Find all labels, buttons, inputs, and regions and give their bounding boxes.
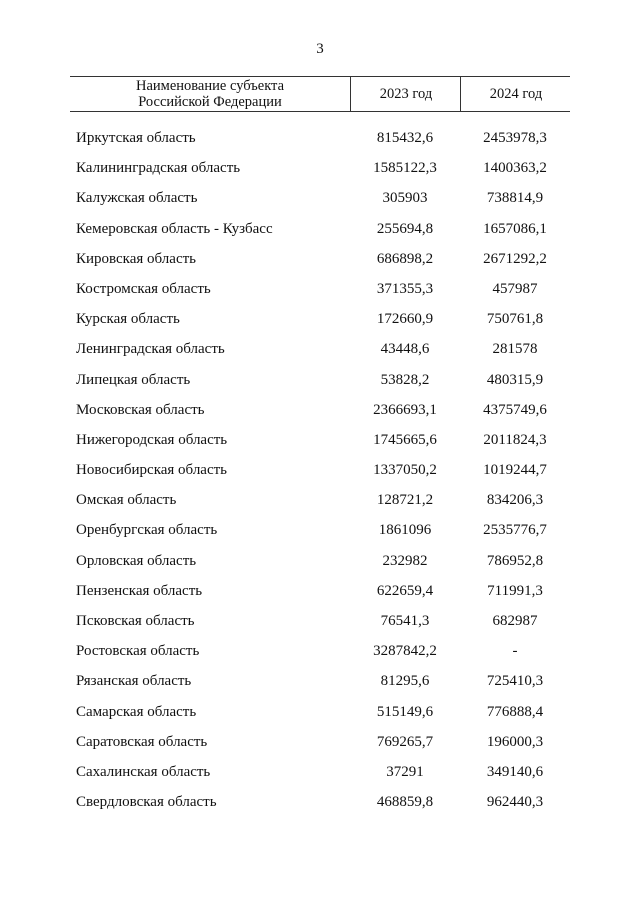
region-name: Курская область [76, 311, 180, 328]
header-year-2024: 2024 год [460, 77, 571, 111]
value-2023: 1585122,3 [373, 160, 437, 177]
table-row [70, 368, 570, 398]
region-name: Кемеровская область - Кузбасс [76, 220, 273, 237]
value-2023: 37291 [386, 763, 424, 780]
value-2024: 962440,3 [486, 794, 544, 811]
region-name: Калужская область [76, 190, 198, 207]
value-2024: 2535776,7 [483, 522, 547, 539]
value-2024: 750761,8 [486, 311, 544, 328]
table-row [70, 458, 570, 488]
region-name: Кировская область [76, 250, 197, 267]
region-name: Псковская область [76, 613, 195, 629]
value-2023: 255694,8 [376, 220, 434, 237]
table-row [70, 307, 570, 337]
value-2024: - [512, 643, 518, 660]
region-name: Омская область [76, 492, 177, 509]
region-name: Иркутская область [76, 130, 196, 146]
value-2024: 281578 [492, 341, 538, 358]
region-name: Ленинградская область [76, 341, 225, 358]
value-2023: 686898,2 [376, 250, 434, 267]
table-row [70, 700, 570, 730]
table-body [70, 126, 570, 820]
value-2024: 725410,3 [486, 673, 544, 690]
value-2024: 2011824,3 [483, 431, 547, 448]
table-row [70, 186, 570, 216]
data-table [70, 76, 570, 811]
table-row [70, 790, 570, 820]
value-2023: 2366693,1 [373, 401, 437, 418]
table-row [70, 217, 570, 247]
region-name: Калининградская область [76, 160, 241, 177]
value-2023: 622659,4 [376, 582, 434, 599]
table-row [70, 126, 570, 156]
value-2024: 2671292,2 [483, 250, 547, 267]
value-2024: 480315,9 [486, 371, 544, 388]
value-2024: 457987 [492, 280, 538, 297]
table-row [70, 609, 570, 639]
region-name: Пензенская область [76, 582, 203, 599]
value-2024: 682987 [492, 613, 538, 629]
region-name: Оренбургская область [76, 522, 218, 539]
value-2024: 776888,4 [486, 703, 544, 720]
value-2024: 786952,8 [486, 552, 544, 569]
region-name: Сахалинская область [76, 763, 211, 780]
value-2023: 53828,2 [380, 371, 430, 388]
value-2023: 305903 [382, 190, 428, 207]
value-2024: 834206,3 [486, 492, 544, 509]
value-2024: 349140,6 [486, 763, 544, 780]
value-2023: 76541,3 [380, 613, 430, 629]
region-name: Нижегородская область [76, 431, 228, 448]
value-2023: 1745665,6 [373, 431, 437, 448]
value-2023: 815432,6 [376, 130, 434, 146]
value-2023: 1337050,2 [373, 462, 437, 479]
page-number: 3 [316, 41, 324, 57]
value-2023: 371355,3 [376, 280, 434, 297]
table-row [70, 669, 570, 699]
region-name: Самарская область [76, 703, 197, 720]
region-name: Липецкая область [76, 371, 191, 388]
region-name: Орловская область [76, 552, 197, 569]
value-2024: 711991,3 [487, 582, 543, 599]
value-2023: 3287842,2 [373, 643, 437, 660]
header-subject-name: Наименование субъекта Российской Федерации [135, 78, 285, 110]
value-2023: 468859,8 [376, 794, 434, 811]
table-row [70, 337, 570, 367]
table-row [70, 760, 570, 790]
value-2023: 1861096 [378, 522, 432, 539]
table-row [70, 639, 570, 669]
value-2023: 128721,2 [376, 492, 434, 509]
region-name: Свердловская область [76, 794, 217, 811]
value-2024: 1400363,2 [483, 160, 547, 177]
region-name: Костромская область [76, 280, 211, 297]
table-row [70, 549, 570, 579]
region-name: Саратовская область [76, 733, 208, 750]
table-row [70, 247, 570, 277]
table-row [70, 579, 570, 609]
table-row [70, 488, 570, 518]
region-name: Рязанская область [76, 673, 192, 690]
value-2024: 1657086,1 [483, 220, 547, 237]
header-year-2023: 2023 год [350, 77, 461, 111]
value-2024: 2453978,3 [483, 130, 547, 146]
region-name: Новосибирская область [76, 462, 228, 479]
value-2023: 232982 [382, 552, 428, 569]
value-2024: 738814,9 [486, 190, 544, 207]
value-2024: 1019244,7 [483, 462, 547, 479]
table-row [70, 518, 570, 548]
value-2024: 4375749,6 [483, 401, 547, 418]
value-2024: 196000,3 [486, 733, 544, 750]
value-2023: 43448,6 [380, 341, 430, 358]
table-row [70, 730, 570, 760]
region-name: Ростовская область [76, 643, 200, 660]
table-header [70, 76, 570, 112]
table-row [70, 398, 570, 428]
value-2023: 515149,6 [376, 703, 434, 720]
value-2023: 769265,7 [376, 733, 434, 750]
table-row [70, 156, 570, 186]
value-2023: 172660,9 [376, 311, 434, 328]
table-row [70, 277, 570, 307]
region-name: Московская область [76, 401, 205, 418]
value-2023: 81295,6 [380, 673, 430, 690]
table-row [70, 428, 570, 458]
